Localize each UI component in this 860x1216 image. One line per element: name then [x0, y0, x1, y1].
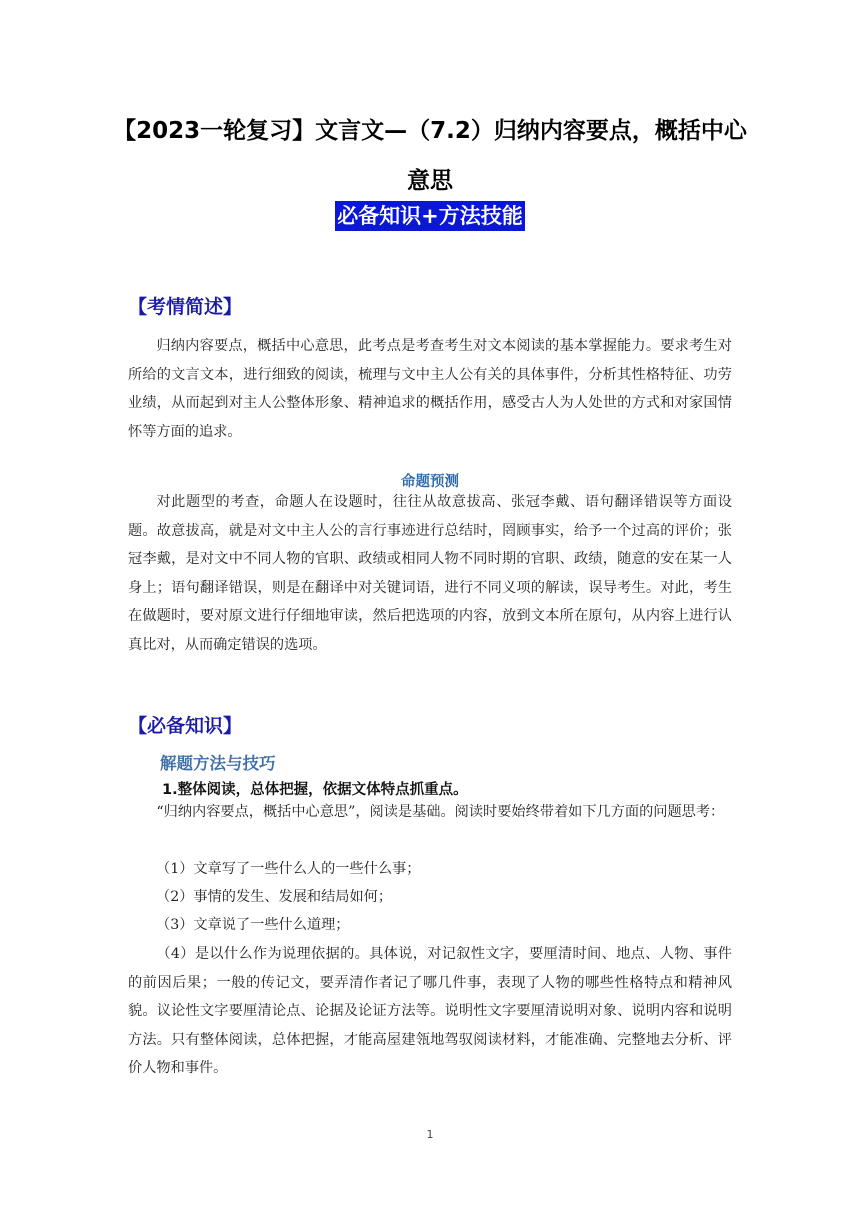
prediction-paragraph: 对此题型的考查，命题人在设题时，往往从故意拔高、张冠李戴、语句翻译错误等方面设题。故意拔高，就是对文中主人公的言行事迹进行总结时，罔顾事实，给予一个过高的评价；张冠李戴，是对文中不同人物的官职、政绩或相同人物不同时期的官职、政绩，随意的安在某一人身上；语句翻译错误，则是在翻译中对关键词语，进行不同义项的解读，误导考生。对此，考生在做题时，要对原文进行仔细地审读，然后把选项的内容，放到文本所在原句，从内容上进行认真比对，从而确定错误的选项。: [128, 494, 732, 653]
document-title: 【2023一轮复习】文言文—（7.2）归纳内容要点，概括中心意思: [113, 118, 747, 194]
list-item: （2）事情的发生、发展和结局如何；: [156, 889, 393, 905]
highlight-banner: 必备知识+方法技能: [335, 201, 525, 231]
methods-subheading: 解题方法与技巧: [160, 754, 276, 773]
reading-intro-paragraph: “归纳内容要点，概括中心意思”，阅读是基础。阅读时要始终带着如下几方面的问题思考：: [156, 804, 725, 820]
list-item: （1）文章写了一些什么人的一些什么事；: [156, 861, 421, 877]
exam-overview-paragraph: 归纳内容要点，概括中心意思，此考点是考查考生对文本阅读的基本掌握能力。要求考生对所给的文言文本，进行细致的阅读，梳理与文中主人公有关的具体事件，分析其性格特征、功劳业绩，从而起到对主人公整体形象、精神追求的概括作用，感受古人为人处世的方式和对家国情怀等方面的追求。: [128, 338, 732, 440]
list-item: （3）文章说了一些什么道理；: [156, 917, 350, 933]
point-1-heading: 1.整体阅读，总体把握，依据文体特点抓重点。: [162, 782, 468, 798]
prediction-heading: 命题预测: [401, 474, 459, 490]
list-item-4-paragraph: （4）是以什么作为说理依据的。具体说，对记叙性文字，要厘清时间、地点、人物、事件的前因后果；一般的传记文，要弄清作者记了哪几件事，表现了人物的哪些性格特点和精神风貌。议论性文字要厘清论点、论据及论证方法等。说明性文字要厘清说明对象、说明内容和说明方法。只有整体阅读，总体把握，才能高屋建瓴地驾驭阅读材料，才能准确、完整地去分析、评价人物和事件。: [128, 946, 732, 1076]
section-heading-exam-overview: 【考情简述】: [128, 296, 243, 318]
page-number: 1: [426, 1128, 434, 1141]
section-heading-essential-knowledge: 【必备知识】: [128, 715, 243, 737]
banner-container: [0, 201, 860, 231]
